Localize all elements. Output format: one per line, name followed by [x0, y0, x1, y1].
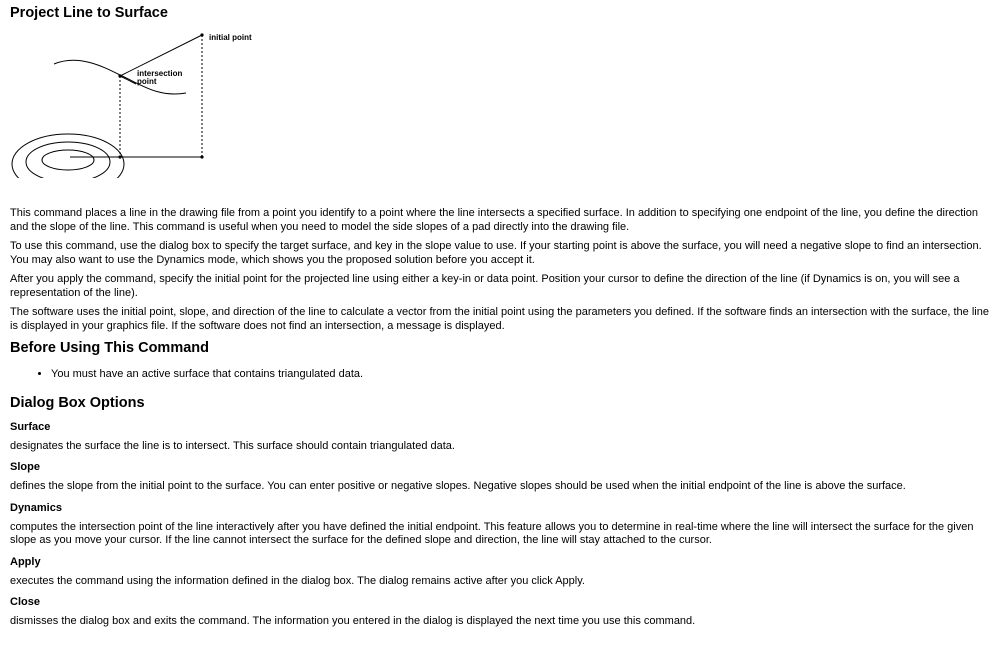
option-term-close: Close	[10, 596, 40, 608]
initial-point-label: initial point	[209, 33, 252, 42]
option-desc-slope: defines the slope from the initial point to the surface. You can enter positive or negative slopes. Negative slopes should be used when the initial endpoint of the line is above the surface.	[10, 480, 906, 492]
dialog-options-heading: Dialog Box Options	[10, 394, 145, 411]
option-term-dynamics: Dynamics	[10, 501, 62, 514]
project-line-diagram	[10, 26, 270, 178]
intersection-label-leader	[120, 76, 136, 84]
option-desc-apply: executes the command using the information defined in the dialog box. The dialog remains active after you click Apply.	[10, 574, 585, 587]
contour-middle	[26, 142, 110, 178]
contour-inner	[42, 150, 94, 170]
intersection-label-line1: intersection	[137, 69, 183, 78]
option-term-slope: Slope	[10, 461, 40, 473]
intersection-label-line2: point	[137, 77, 157, 86]
intro-paragraph: After you apply the command, specify the initial point for the projected line using either a key-in or data point. Position your cursor to define the direction of the line (if Dynamics is on, you will see a representation of the line).	[10, 273, 960, 299]
main-content	[10, 207, 990, 637]
option-desc-surface: designates the surface the line is to intersect. This surface should contain triangulated data.	[10, 439, 455, 452]
prerequisite-list	[10, 368, 990, 382]
option-desc-dynamics: computes the intersection point of the line interactively after you have defined the initial endpoint. This feature allows you to determine in real-time where the line will intersect the surface for the given slope as you move your cursor. If the line cannot intersect the surface for the defined slope and direction, the line will stay attached to the cursor.	[10, 520, 974, 546]
intro-paragraph: The software uses the initial point, slope, and direction of the line to calculate a vector from the initial point using the parameters you defined. If the software finds an intersection with the surface, the line is displayed in your graphics file. If the software does not find an intersection, a message is displayed.	[10, 306, 989, 332]
base-intersection-marker	[118, 155, 121, 158]
intro-paragraph: To use this command, use the dialog box to specify the target surface, and key in the slope value to use. If your starting point is above the surface, you will need a negative slope to find an intersection. You may also want to use the Dynamics mode, which shows you the proposed solution before you accept it.	[10, 240, 982, 266]
before-using-heading: Before Using This Command	[10, 340, 209, 356]
page-title: Project Line to Surface	[10, 5, 168, 21]
option-desc-close: dismisses the dialog box and exits the command. The information you entered in the dialog is displayed the next time you use this command.	[10, 615, 696, 627]
base-point-marker	[200, 155, 203, 158]
option-term-surface: Surface	[10, 420, 51, 433]
prerequisite-item: • You must have an active surface that contains triangulated data.	[51, 368, 990, 382]
intro-paragraph: This command places a line in the drawing file from a point you identify to a point where the line intersects a specified surface. In addition to specifying one endpoint of the line, you define the direction and the slope of the line. This command is useful when you need to model the side slopes of a pad directly into the drawing file.	[10, 207, 978, 233]
option-term-apply: Apply	[10, 555, 41, 568]
contour-outer	[12, 134, 124, 178]
